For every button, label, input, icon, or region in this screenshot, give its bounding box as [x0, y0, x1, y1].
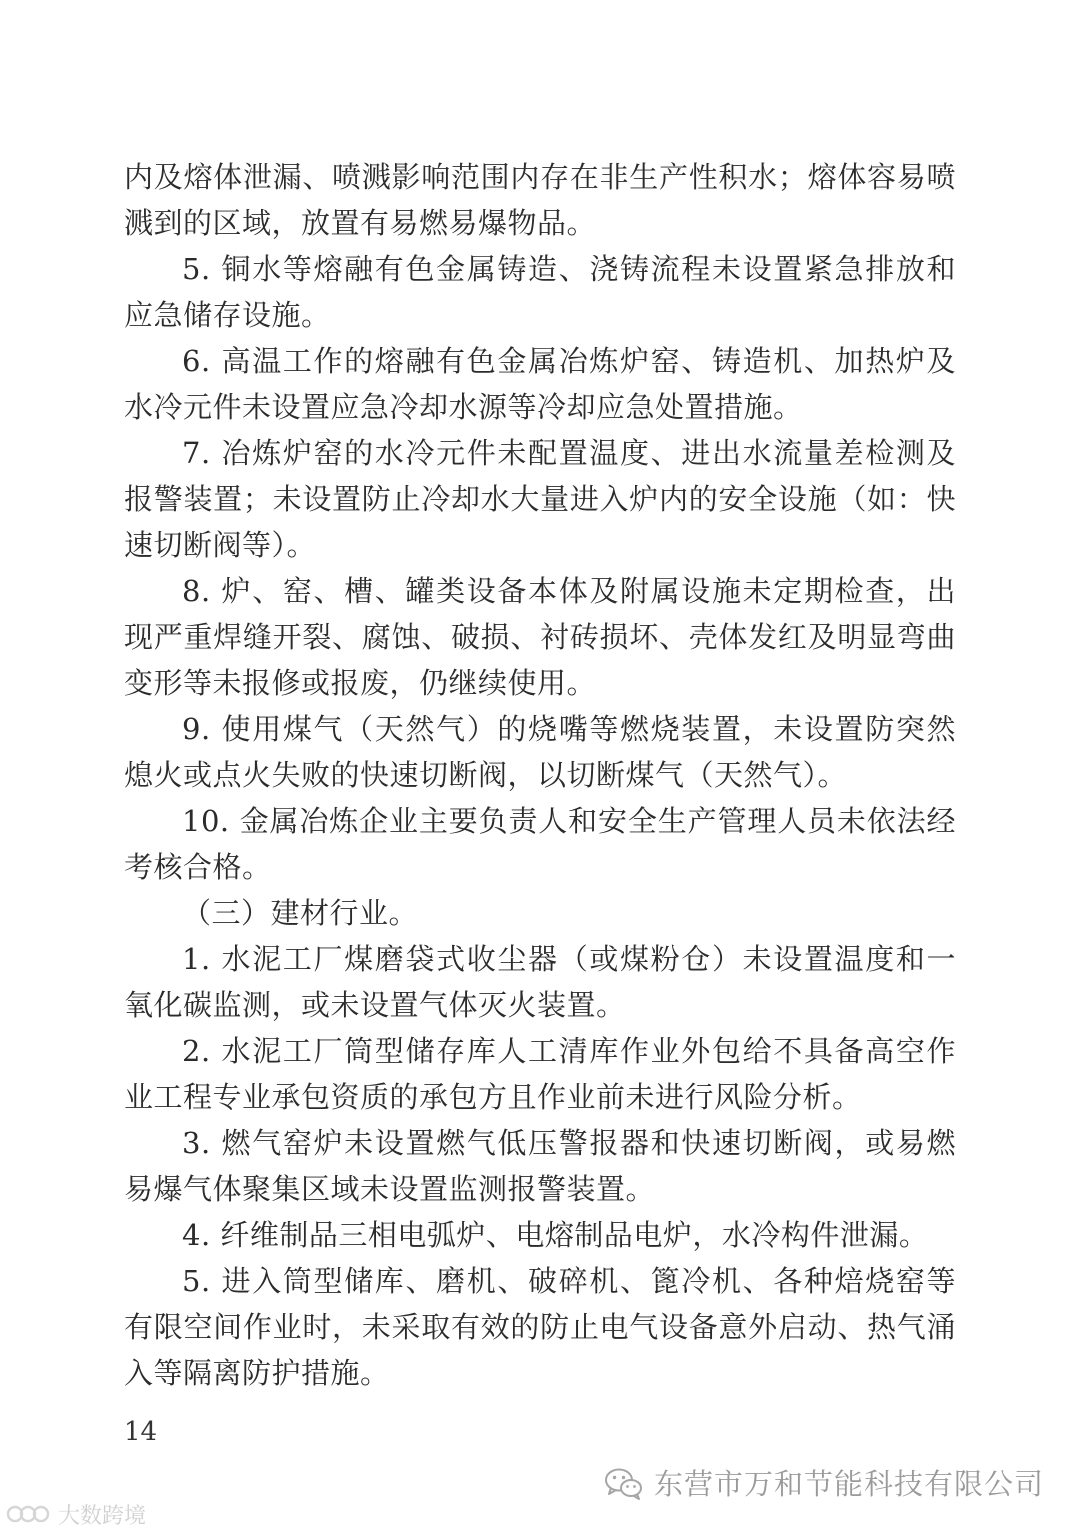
- document-body: [124, 154, 956, 1396]
- page-number: 14: [124, 1417, 158, 1447]
- paragraph-building-2: 2. 水泥工厂筒型储存库人工清库作业外包给不具备高空作业工程专业承包资质的承包方且作业前未进行风险分析。: [124, 1034, 956, 1114]
- paragraph-building-5: 5. 进入筒型储库、磨机、破碎机、篦冷机、各种焙烧窑等有限空间作业时，未采取有效的防止电气设备意外启动、热气涌入等隔离防护措施。: [124, 1264, 956, 1390]
- site-name: 大数跨境: [58, 1504, 147, 1529]
- company-name: 东营市万和节能科技有限公司: [653, 1467, 1044, 1501]
- site-logo-icon: [6, 1500, 52, 1534]
- site-watermark: [6, 1500, 146, 1534]
- paragraph-item-7: 7. 冶炼炉窑的水冷元件未配置温度、进出水流量差检测及报警装置；未设置防止冷却水大量进入炉内的安全设施（如：快速切断阀等）。: [124, 436, 956, 562]
- paragraph-item-9: 9. 使用煤气（天然气）的烧嘴等燃烧装置，未设置防突然熄火或点火失败的快速切断阀，以切断煤气（天然气）。: [124, 712, 956, 792]
- paragraph-building-3: 3. 燃气窑炉未设置燃气低压警报器和快速切断阀，或易燃易爆气体聚集区域未设置监测报警装置。: [124, 1126, 956, 1206]
- company-watermark: [604, 1466, 1044, 1502]
- paragraph-item-8: 8. 炉、窑、槽、罐类设备本体及附属设施未定期检查，出现严重焊缝开裂、腐蚀、破损、衬砖损坏、壳体发红及明显弯曲变形等未报修或报废，仍继续使用。: [124, 574, 956, 700]
- section-heading: （三）建材行业。: [182, 896, 419, 930]
- paragraph-item-10: 10. 金属冶炼企业主要负责人和安全生产管理人员未依法经考核合格。: [124, 804, 956, 884]
- paragraph-continuation: 内及熔体泄漏、喷溅影响范围内存在非生产性积水；熔体容易喷溅到的区域，放置有易燃易爆物品。: [124, 160, 956, 240]
- wechat-icon: [604, 1467, 644, 1501]
- paragraph-item-6: 6. 高温工作的熔融有色金属冶炼炉窑、铸造机、加热炉及水冷元件未设置应急冷却水源等冷却应急处置措施。: [124, 344, 956, 424]
- paragraph-building-4: 4. 纤维制品三相电弧炉、电熔制品电炉，水冷构件泄漏。: [182, 1218, 929, 1252]
- paragraph-building-1: 1. 水泥工厂煤磨袋式收尘器（或煤粉仓）未设置温度和一氧化碳监测，或未设置气体灭火装置。: [124, 942, 956, 1022]
- paragraph-item-5: 5. 铜水等熔融有色金属铸造、浇铸流程未设置紧急排放和应急储存设施。: [124, 252, 956, 332]
